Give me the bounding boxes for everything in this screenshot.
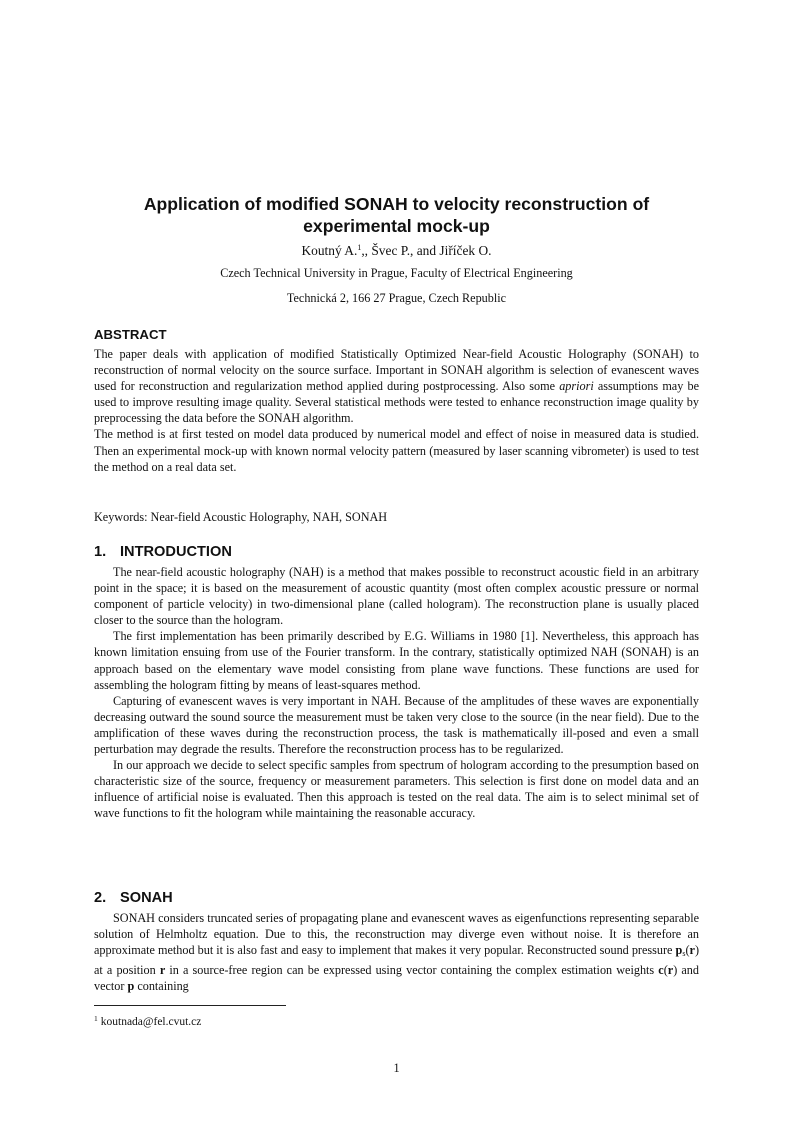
text: (	[685, 943, 690, 958]
text: in a source-free region can be expressed using vector containing the complex estimation weights	[165, 963, 659, 978]
footnote-mark: 1	[94, 1014, 98, 1023]
symbol: c	[658, 963, 664, 978]
symbol: p	[127, 979, 135, 994]
subscript: s	[682, 949, 686, 959]
symbol: p	[675, 943, 683, 958]
keywords: Keywords: Near-field Acoustic Holography, NAH, SONAH	[94, 510, 388, 524]
text: containing	[134, 979, 189, 994]
text: (	[663, 963, 668, 978]
abstract-paragraph-1	[94, 346, 699, 426]
section-title: SONAH	[120, 890, 173, 906]
section-1-body	[94, 564, 699, 822]
footnote	[94, 1011, 201, 1030]
paragraph	[94, 910, 699, 994]
footnote-divider	[94, 1005, 286, 1006]
text: at a position	[94, 963, 160, 978]
abstract-body	[94, 346, 699, 475]
section-2-body	[94, 910, 699, 994]
address: Technická 2, 166 27 Prague, Czech Republic	[286, 291, 507, 305]
abstract-paragraph-2: The method is at first tested on model data produced by numerical model and effect of noise in measured data is studied. Then an experimental mock-up with known normal velocity pattern (measured by laser scanning vibrometer) is used to test the method on a real data set.	[94, 427, 699, 474]
paragraph: In our approach we decide to select specific samples from spectrum of hologram according to the presumption based on characteristic size of the source, frequency or measurement parameters. This selection is first done on model data and an influence of artificial noise is evaluated. Then this approach is tested on the real data. The aim is to select minimal set of wave functions to fit the hologram while maintaining the reasonable accuracy.	[94, 758, 699, 821]
abstract-heading: ABSTRACT	[94, 327, 167, 342]
text: and vector	[94, 963, 699, 994]
symbol: r	[667, 963, 674, 978]
symbol: r	[689, 943, 695, 958]
section-number: 1.	[94, 544, 107, 560]
paragraph: The first implementation has been primarily described by E.G. Williams in 1980 [1]. Nevertheless, this approach has known limitation ensuing from use of the Fourier transform. In the contrary, statistically optimized NAH (SONAH) is an approach based on the elementary wave model consisting from plane wave functions. These functions are used for assembling the hologram fitting by means of least-squares method.	[94, 629, 699, 692]
footnote-email: koutnada@fel.cvut.cz	[100, 1016, 202, 1028]
section-2-heading	[94, 889, 173, 907]
paper-title	[95, 193, 698, 237]
page-number: 1	[393, 1061, 400, 1075]
footnote-mark: 1	[357, 243, 362, 252]
text: SONAH considers truncated series of propagating plane and evanescent waves as eigenfunctions representing separable solution of Helmholtz equation. Due to this, the reconstruction may diverge even without noise. It is therefore an approximate method but it is also fast and easy to implement that makes it very popular. Reconstructed sound pressure	[94, 911, 699, 958]
paragraph: The near-field acoustic holography (NAH) is a method that makes possible to reconstruct acoustic field in an arbitrary point in the space; it is based on the measurement of acoustic quantity (most often complex acoustic pressure or normal component of particle velocity) in two-dimensional plane (called hologram). The reconstruction plane is usually placed closer to the source than the hologram.	[94, 565, 699, 628]
other-authors: ,, Švec P., and Jiříček O.	[361, 243, 492, 258]
affiliation: Czech Technical University in Prague, Faculty of Electrical Engineering	[220, 266, 573, 280]
symbol: r	[159, 963, 166, 978]
abstract-text: assumptions may be used to improve resulting image quality. Several statistical methods were tested to enhance reconstruction image quality by preprocessing the data before the SONAH algorithm.	[94, 379, 699, 426]
title-line-1: Application of modified SONAH to velocity reconstruction of	[143, 194, 650, 214]
paragraph: Capturing of evanescent waves is very important in NAH. Because of the amplitudes of these waves are exponentially decreasing outward the sound source the measurement must be taken very close to the source (in the near field). Due to the amplification of these waves during the reconstruction process, the task is mathematically ill-posed and even a small perturbation may degrade the results. Therefore the reconstruction process has to be regularized.	[94, 693, 699, 757]
section-number: 2.	[94, 890, 107, 906]
text: )	[673, 963, 678, 978]
abstract-emphasis: apriori	[559, 379, 594, 394]
text: )	[694, 943, 699, 958]
section-title: INTRODUCTION	[120, 544, 232, 560]
section-1-heading	[94, 543, 232, 561]
abstract-text: The paper deals with application of modified Statistically Optimized Near-field Acoustic Holography (SONAH) to reconstruction of normal velocity on the source surface. Important in SONAH algorithm is selection of evanescent waves used for reconstruction and regularization method applied during postprocessing. Also some	[94, 347, 699, 394]
author-list	[95, 240, 698, 259]
first-author: Koutný A.	[301, 243, 358, 258]
title-line-2: experimental mock-up	[303, 216, 490, 236]
